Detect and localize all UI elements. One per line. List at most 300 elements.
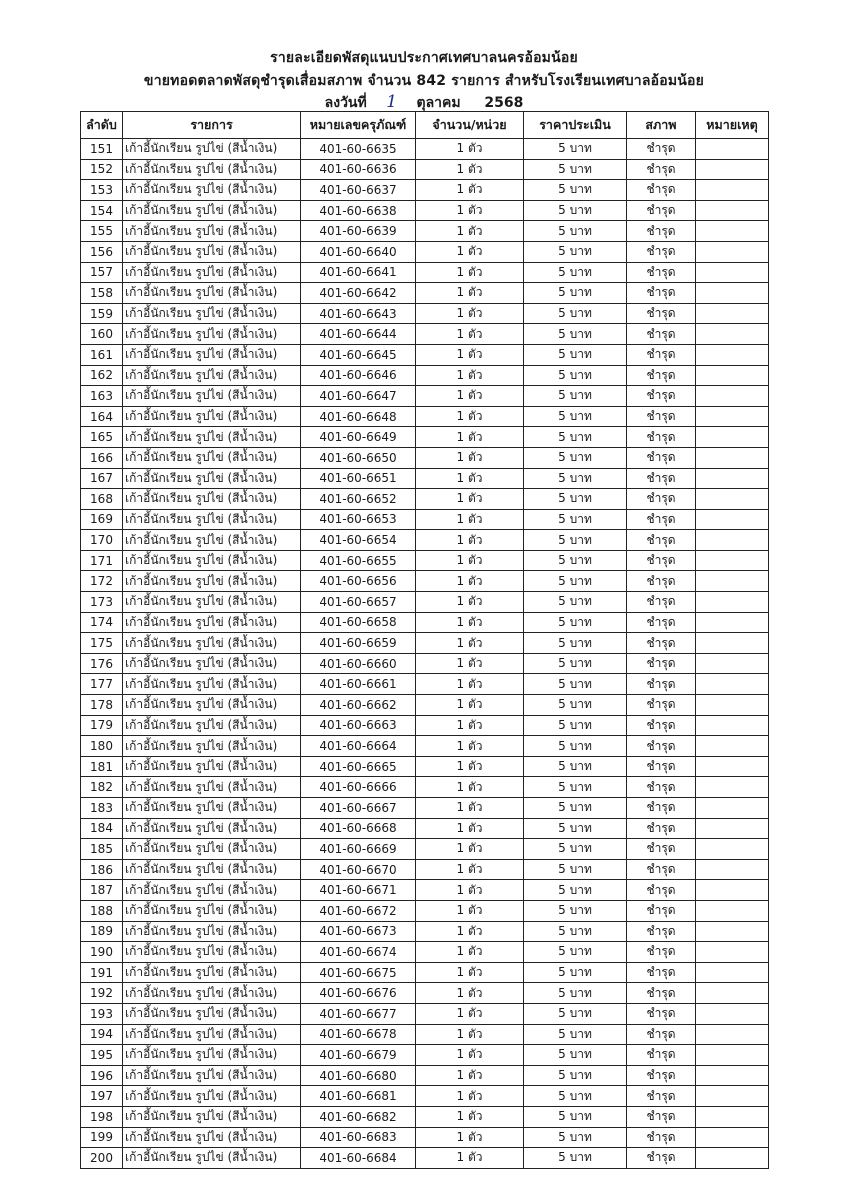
cell-item: เก้าอี้นักเรียน รูปไข่ (สีน้ำเงิน): [123, 139, 301, 160]
cell-asset-number: 401-60-6675: [301, 962, 416, 983]
cell-price: 5 บาท: [524, 695, 627, 716]
cell-price: 5 บาท: [524, 633, 627, 654]
items-table: [80, 111, 769, 1169]
cell-condition: ชำรุด: [627, 241, 696, 262]
cell-item: เก้าอี้นักเรียน รูปไข่ (สีน้ำเงิน): [123, 962, 301, 983]
cell-quantity: 1 ตัว: [416, 1127, 524, 1148]
cell-remark: [696, 1148, 769, 1169]
cell-order: 195: [81, 1045, 123, 1066]
cell-condition: ชำรุด: [627, 530, 696, 551]
cell-order: 192: [81, 983, 123, 1004]
table-row: [81, 447, 769, 468]
cell-price: 5 บาท: [524, 1086, 627, 1107]
cell-order: 198: [81, 1106, 123, 1127]
cell-condition: ชำรุด: [627, 1127, 696, 1148]
col-header-asset-number: หมายเลขครุภัณฑ์: [301, 112, 416, 139]
table-row: [81, 221, 769, 242]
cell-condition: ชำรุด: [627, 818, 696, 839]
cell-condition: ชำรุด: [627, 221, 696, 242]
table-row: [81, 880, 769, 901]
cell-condition: ชำรุด: [627, 571, 696, 592]
date-month: ตุลาคม: [416, 95, 461, 111]
table-row: [81, 798, 769, 819]
table-row: [81, 406, 769, 427]
cell-price: 5 บาท: [524, 1148, 627, 1169]
cell-asset-number: 401-60-6683: [301, 1127, 416, 1148]
cell-quantity: 1 ตัว: [416, 303, 524, 324]
cell-item: เก้าอี้นักเรียน รูปไข่ (สีน้ำเงิน): [123, 262, 301, 283]
cell-price: 5 บาท: [524, 777, 627, 798]
cell-quantity: 1 ตัว: [416, 550, 524, 571]
cell-asset-number: 401-60-6635: [301, 139, 416, 160]
cell-price: 5 บาท: [524, 221, 627, 242]
table-row: [81, 900, 769, 921]
cell-price: 5 บาท: [524, 1024, 627, 1045]
cell-asset-number: 401-60-6655: [301, 550, 416, 571]
table-row: [81, 324, 769, 345]
cell-condition: ชำรุด: [627, 159, 696, 180]
cell-order: 163: [81, 386, 123, 407]
cell-item: เก้าอี้นักเรียน รูปไข่ (สีน้ำเงิน): [123, 839, 301, 860]
cell-remark: [696, 942, 769, 963]
table-row: [81, 756, 769, 777]
cell-condition: ชำรุด: [627, 1148, 696, 1169]
cell-quantity: 1 ตัว: [416, 344, 524, 365]
cell-item: เก้าอี้นักเรียน รูปไข่ (สีน้ำเงิน): [123, 180, 301, 201]
cell-remark: [696, 1045, 769, 1066]
table-header-row: [81, 112, 769, 139]
cell-condition: ชำรุด: [627, 1106, 696, 1127]
cell-quantity: 1 ตัว: [416, 489, 524, 510]
cell-asset-number: 401-60-6642: [301, 283, 416, 304]
table-row: [81, 983, 769, 1004]
cell-asset-number: 401-60-6680: [301, 1065, 416, 1086]
table-row: [81, 468, 769, 489]
cell-condition: ชำรุด: [627, 283, 696, 304]
cell-condition: ชำรุด: [627, 427, 696, 448]
cell-condition: ชำรุด: [627, 1003, 696, 1024]
cell-price: 5 บาท: [524, 942, 627, 963]
cell-price: 5 บาท: [524, 303, 627, 324]
cell-item: เก้าอี้นักเรียน รูปไข่ (สีน้ำเงิน): [123, 942, 301, 963]
cell-condition: ชำรุด: [627, 859, 696, 880]
cell-order: 171: [81, 550, 123, 571]
cell-asset-number: 401-60-6666: [301, 777, 416, 798]
cell-price: 5 บาท: [524, 447, 627, 468]
cell-price: 5 บาท: [524, 489, 627, 510]
cell-condition: ชำรุด: [627, 1065, 696, 1086]
cell-price: 5 บาท: [524, 344, 627, 365]
cell-asset-number: 401-60-6645: [301, 344, 416, 365]
cell-item: เก้าอี้นักเรียน รูปไข่ (สีน้ำเงิน): [123, 715, 301, 736]
cell-item: เก้าอี้นักเรียน รูปไข่ (สีน้ำเงิน): [123, 612, 301, 633]
date-prefix: ลงวันที่: [324, 95, 367, 111]
cell-item: เก้าอี้นักเรียน รูปไข่ (สีน้ำเงิน): [123, 468, 301, 489]
table-row: [81, 942, 769, 963]
cell-remark: [696, 1127, 769, 1148]
cell-condition: ชำรุด: [627, 695, 696, 716]
cell-condition: ชำรุด: [627, 365, 696, 386]
cell-price: 5 บาท: [524, 592, 627, 613]
cell-item: เก้าอี้นักเรียน รูปไข่ (สีน้ำเงิน): [123, 386, 301, 407]
cell-asset-number: 401-60-6679: [301, 1045, 416, 1066]
table-row: [81, 1148, 769, 1169]
cell-item: เก้าอี้นักเรียน รูปไข่ (สีน้ำเงิน): [123, 1045, 301, 1066]
cell-item: เก้าอี้นักเรียน รูปไข่ (สีน้ำเงิน): [123, 1003, 301, 1024]
cell-item: เก้าอี้นักเรียน รูปไข่ (สีน้ำเงิน): [123, 777, 301, 798]
cell-quantity: 1 ตัว: [416, 139, 524, 160]
cell-item: เก้าอี้นักเรียน รูปไข่ (สีน้ำเงิน): [123, 1086, 301, 1107]
cell-price: 5 บาท: [524, 406, 627, 427]
cell-price: 5 บาท: [524, 674, 627, 695]
cell-price: 5 บาท: [524, 839, 627, 860]
col-header-order: ลำดับ: [81, 112, 123, 139]
cell-asset-number: 401-60-6649: [301, 427, 416, 448]
col-header-remark: หมายเหตุ: [696, 112, 769, 139]
cell-order: 158: [81, 283, 123, 304]
cell-item: เก้าอี้นักเรียน รูปไข่ (สีน้ำเงิน): [123, 1024, 301, 1045]
cell-order: 169: [81, 509, 123, 530]
cell-asset-number: 401-60-6670: [301, 859, 416, 880]
cell-asset-number: 401-60-6659: [301, 633, 416, 654]
cell-price: 5 บาท: [524, 612, 627, 633]
cell-price: 5 บาท: [524, 427, 627, 448]
cell-price: 5 บาท: [524, 200, 627, 221]
cell-order: 199: [81, 1127, 123, 1148]
cell-asset-number: 401-60-6653: [301, 509, 416, 530]
cell-item: เก้าอี้นักเรียน รูปไข่ (สีน้ำเงิน): [123, 1148, 301, 1169]
cell-order: 155: [81, 221, 123, 242]
cell-asset-number: 401-60-6661: [301, 674, 416, 695]
table-row: [81, 241, 769, 262]
cell-price: 5 บาท: [524, 283, 627, 304]
cell-asset-number: 401-60-6671: [301, 880, 416, 901]
cell-asset-number: 401-60-6672: [301, 900, 416, 921]
cell-condition: ชำรุด: [627, 489, 696, 510]
table-row: [81, 674, 769, 695]
table-row: [81, 1127, 769, 1148]
cell-quantity: 1 ตัว: [416, 221, 524, 242]
cell-condition: ชำรุด: [627, 324, 696, 345]
cell-remark: [696, 571, 769, 592]
cell-quantity: 1 ตัว: [416, 674, 524, 695]
cell-price: 5 บาท: [524, 1045, 627, 1066]
cell-remark: [696, 777, 769, 798]
table-row: [81, 159, 769, 180]
cell-remark: [696, 695, 769, 716]
cell-asset-number: 401-60-6640: [301, 241, 416, 262]
cell-remark: [696, 674, 769, 695]
cell-order: 190: [81, 942, 123, 963]
cell-condition: ชำรุด: [627, 262, 696, 283]
cell-quantity: 1 ตัว: [416, 983, 524, 1004]
cell-remark: [696, 1024, 769, 1045]
cell-remark: [696, 550, 769, 571]
cell-remark: [696, 756, 769, 777]
cell-price: 5 บาท: [524, 715, 627, 736]
cell-condition: ชำรุด: [627, 550, 696, 571]
cell-remark: [696, 468, 769, 489]
cell-remark: [696, 159, 769, 180]
table-row: [81, 736, 769, 757]
cell-condition: ชำรุด: [627, 303, 696, 324]
cell-price: 5 บาท: [524, 653, 627, 674]
cell-quantity: 1 ตัว: [416, 180, 524, 201]
cell-order: 178: [81, 695, 123, 716]
cell-condition: ชำรุด: [627, 798, 696, 819]
cell-item: เก้าอี้นักเรียน รูปไข่ (สีน้ำเงิน): [123, 1065, 301, 1086]
cell-quantity: 1 ตัว: [416, 1065, 524, 1086]
cell-order: 160: [81, 324, 123, 345]
cell-order: 161: [81, 344, 123, 365]
cell-quantity: 1 ตัว: [416, 1086, 524, 1107]
cell-quantity: 1 ตัว: [416, 509, 524, 530]
cell-item: เก้าอี้นักเรียน รูปไข่ (สีน้ำเงิน): [123, 447, 301, 468]
cell-order: 191: [81, 962, 123, 983]
cell-remark: [696, 633, 769, 654]
table-row: [81, 1003, 769, 1024]
cell-remark: [696, 1065, 769, 1086]
cell-condition: ชำรุด: [627, 1045, 696, 1066]
table-row: [81, 612, 769, 633]
cell-order: 177: [81, 674, 123, 695]
cell-price: 5 บาท: [524, 880, 627, 901]
cell-condition: ชำรุด: [627, 839, 696, 860]
cell-condition: ชำรุด: [627, 715, 696, 736]
table-row: [81, 530, 769, 551]
cell-quantity: 1 ตัว: [416, 406, 524, 427]
cell-item: เก้าอี้นักเรียน รูปไข่ (สีน้ำเงิน): [123, 509, 301, 530]
cell-order: 153: [81, 180, 123, 201]
cell-order: 170: [81, 530, 123, 551]
cell-quantity: 1 ตัว: [416, 921, 524, 942]
cell-price: 5 บาท: [524, 1106, 627, 1127]
cell-remark: [696, 530, 769, 551]
cell-item: เก้าอี้นักเรียน รูปไข่ (สีน้ำเงิน): [123, 324, 301, 345]
cell-quantity: 1 ตัว: [416, 200, 524, 221]
cell-quantity: 1 ตัว: [416, 241, 524, 262]
cell-quantity: 1 ตัว: [416, 798, 524, 819]
cell-asset-number: 401-60-6652: [301, 489, 416, 510]
cell-condition: ชำรุด: [627, 139, 696, 160]
cell-price: 5 บาท: [524, 241, 627, 262]
table-row: [81, 386, 769, 407]
cell-condition: ชำรุด: [627, 200, 696, 221]
cell-order: 165: [81, 427, 123, 448]
cell-condition: ชำรุด: [627, 612, 696, 633]
cell-quantity: 1 ตัว: [416, 324, 524, 345]
cell-remark: [696, 365, 769, 386]
cell-remark: [696, 839, 769, 860]
table-row: [81, 1045, 769, 1066]
cell-condition: ชำรุด: [627, 386, 696, 407]
cell-condition: ชำรุด: [627, 756, 696, 777]
cell-quantity: 1 ตัว: [416, 859, 524, 880]
cell-condition: ชำรุด: [627, 1024, 696, 1045]
cell-quantity: 1 ตัว: [416, 592, 524, 613]
cell-order: 184: [81, 818, 123, 839]
cell-quantity: 1 ตัว: [416, 1148, 524, 1169]
cell-quantity: 1 ตัว: [416, 715, 524, 736]
table-row: [81, 818, 769, 839]
cell-order: 183: [81, 798, 123, 819]
cell-quantity: 1 ตัว: [416, 159, 524, 180]
date-year: 2568: [484, 95, 524, 111]
cell-remark: [696, 386, 769, 407]
col-header-quantity: จำนวน/หน่วย: [416, 112, 524, 139]
cell-item: เก้าอี้นักเรียน รูปไข่ (สีน้ำเงิน): [123, 633, 301, 654]
cell-remark: [696, 283, 769, 304]
table-row: [81, 715, 769, 736]
cell-order: 164: [81, 406, 123, 427]
cell-asset-number: 401-60-6656: [301, 571, 416, 592]
table-row: [81, 592, 769, 613]
table-row: [81, 1024, 769, 1045]
cell-order: 187: [81, 880, 123, 901]
cell-asset-number: 401-60-6674: [301, 942, 416, 963]
cell-order: 180: [81, 736, 123, 757]
cell-remark: [696, 344, 769, 365]
cell-asset-number: 401-60-6677: [301, 1003, 416, 1024]
cell-asset-number: 401-60-6660: [301, 653, 416, 674]
cell-asset-number: 401-60-6648: [301, 406, 416, 427]
cell-quantity: 1 ตัว: [416, 962, 524, 983]
table-row: [81, 1086, 769, 1107]
cell-item: เก้าอี้นักเรียน รูปไข่ (สีน้ำเงิน): [123, 303, 301, 324]
cell-price: 5 บาท: [524, 139, 627, 160]
cell-order: 152: [81, 159, 123, 180]
cell-item: เก้าอี้นักเรียน รูปไข่ (สีน้ำเงิน): [123, 221, 301, 242]
cell-order: 200: [81, 1148, 123, 1169]
cell-item: เก้าอี้นักเรียน รูปไข่ (สีน้ำเงิน): [123, 798, 301, 819]
cell-quantity: 1 ตัว: [416, 365, 524, 386]
cell-condition: ชำรุด: [627, 468, 696, 489]
cell-item: เก้าอี้นักเรียน รูปไข่ (สีน้ำเงิน): [123, 489, 301, 510]
cell-remark: [696, 921, 769, 942]
cell-remark: [696, 900, 769, 921]
cell-condition: ชำรุด: [627, 777, 696, 798]
cell-condition: ชำรุด: [627, 592, 696, 613]
cell-asset-number: 401-60-6638: [301, 200, 416, 221]
cell-quantity: 1 ตัว: [416, 942, 524, 963]
table-row: [81, 777, 769, 798]
cell-order: 162: [81, 365, 123, 386]
table-row: [81, 262, 769, 283]
cell-asset-number: 401-60-6663: [301, 715, 416, 736]
cell-remark: [696, 406, 769, 427]
table-row: [81, 859, 769, 880]
cell-order: 154: [81, 200, 123, 221]
cell-remark: [696, 736, 769, 757]
cell-remark: [696, 180, 769, 201]
cell-asset-number: 401-60-6647: [301, 386, 416, 407]
cell-quantity: 1 ตัว: [416, 262, 524, 283]
cell-item: เก้าอี้นักเรียน รูปไข่ (สีน้ำเงิน): [123, 592, 301, 613]
cell-asset-number: 401-60-6657: [301, 592, 416, 613]
table-row: [81, 1065, 769, 1086]
cell-price: 5 บาท: [524, 180, 627, 201]
cell-asset-number: 401-60-6650: [301, 447, 416, 468]
cell-price: 5 บาท: [524, 921, 627, 942]
cell-condition: ชำรุด: [627, 736, 696, 757]
cell-item: เก้าอี้นักเรียน รูปไข่ (สีน้ำเงิน): [123, 900, 301, 921]
table-row: [81, 962, 769, 983]
cell-asset-number: 401-60-6664: [301, 736, 416, 757]
cell-asset-number: 401-60-6654: [301, 530, 416, 551]
table-row: [81, 571, 769, 592]
cell-price: 5 บาท: [524, 262, 627, 283]
cell-item: เก้าอี้นักเรียน รูปไข่ (สีน้ำเงิน): [123, 365, 301, 386]
cell-order: 159: [81, 303, 123, 324]
cell-order: 182: [81, 777, 123, 798]
cell-order: 174: [81, 612, 123, 633]
cell-quantity: 1 ตัว: [416, 880, 524, 901]
cell-asset-number: 401-60-6637: [301, 180, 416, 201]
cell-price: 5 บาท: [524, 324, 627, 345]
cell-asset-number: 401-60-6676: [301, 983, 416, 1004]
cell-quantity: 1 ตัว: [416, 777, 524, 798]
cell-order: 193: [81, 1003, 123, 1024]
table-row: [81, 550, 769, 571]
cell-order: 188: [81, 900, 123, 921]
cell-remark: [696, 241, 769, 262]
cell-remark: [696, 262, 769, 283]
cell-asset-number: 401-60-6682: [301, 1106, 416, 1127]
table-row: [81, 139, 769, 160]
table-row: [81, 489, 769, 510]
document-title: รายละเอียดพัสดุแนบประกาศเทศบาลนครอ้อมน้อย: [270, 50, 578, 66]
cell-quantity: 1 ตัว: [416, 633, 524, 654]
cell-remark: [696, 303, 769, 324]
cell-price: 5 บาท: [524, 550, 627, 571]
cell-price: 5 บาท: [524, 1127, 627, 1148]
table-row: [81, 695, 769, 716]
cell-item: เก้าอี้นักเรียน รูปไข่ (สีน้ำเงิน): [123, 674, 301, 695]
cell-asset-number: 401-60-6643: [301, 303, 416, 324]
cell-quantity: 1 ตัว: [416, 736, 524, 757]
cell-remark: [696, 1003, 769, 1024]
table-row: [81, 509, 769, 530]
cell-item: เก้าอี้นักเรียน รูปไข่ (สีน้ำเงิน): [123, 159, 301, 180]
cell-item: เก้าอี้นักเรียน รูปไข่ (สีน้ำเงิน): [123, 859, 301, 880]
cell-item: เก้าอี้นักเรียน รูปไข่ (สีน้ำเงิน): [123, 1106, 301, 1127]
cell-asset-number: 401-60-6641: [301, 262, 416, 283]
cell-remark: [696, 653, 769, 674]
table-row: [81, 427, 769, 448]
cell-condition: ชำรุด: [627, 942, 696, 963]
cell-order: 189: [81, 921, 123, 942]
cell-price: 5 บาท: [524, 736, 627, 757]
cell-remark: [696, 880, 769, 901]
cell-remark: [696, 962, 769, 983]
cell-asset-number: 401-60-6668: [301, 818, 416, 839]
cell-condition: ชำรุด: [627, 406, 696, 427]
cell-quantity: 1 ตัว: [416, 283, 524, 304]
cell-item: เก้าอี้นักเรียน รูปไข่ (สีน้ำเงิน): [123, 736, 301, 757]
cell-quantity: 1 ตัว: [416, 571, 524, 592]
cell-remark: [696, 427, 769, 448]
cell-quantity: 1 ตัว: [416, 1003, 524, 1024]
cell-order: 197: [81, 1086, 123, 1107]
cell-condition: ชำรุด: [627, 344, 696, 365]
cell-asset-number: 401-60-6673: [301, 921, 416, 942]
table-row: [81, 200, 769, 221]
cell-item: เก้าอี้นักเรียน รูปไข่ (สีน้ำเงิน): [123, 756, 301, 777]
cell-price: 5 บาท: [524, 818, 627, 839]
cell-item: เก้าอี้นักเรียน รูปไข่ (สีน้ำเงิน): [123, 983, 301, 1004]
cell-order: 186: [81, 859, 123, 880]
cell-order: 166: [81, 447, 123, 468]
